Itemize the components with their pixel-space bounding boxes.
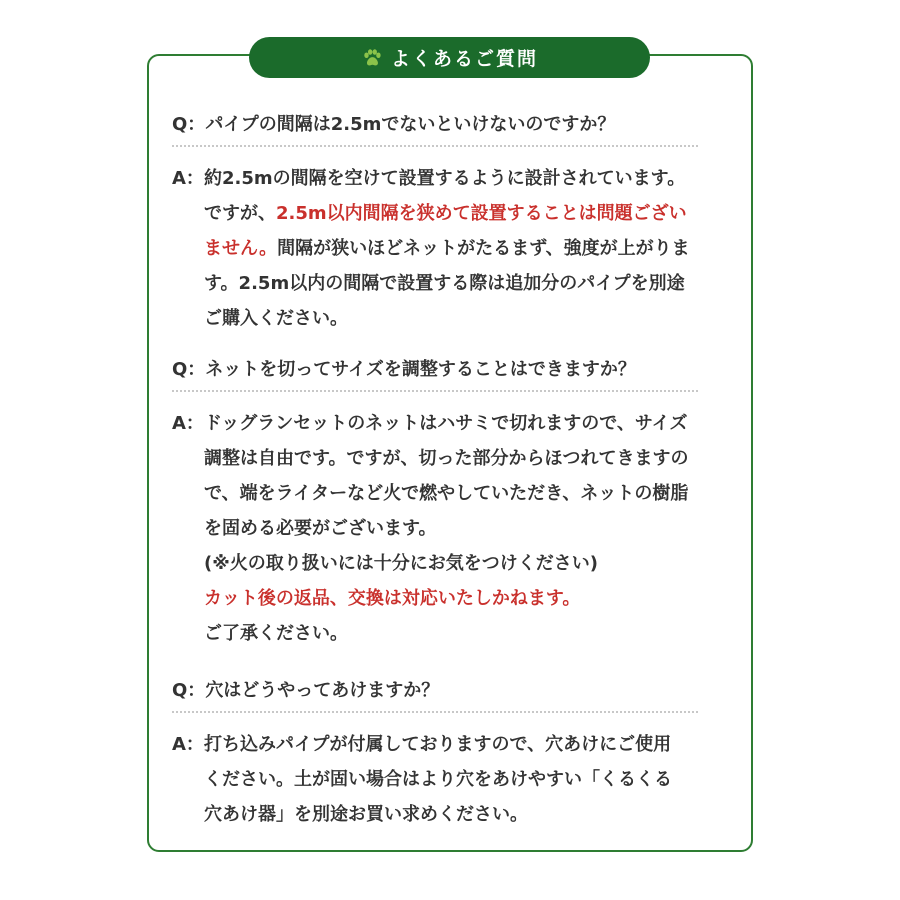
- answer-text: ドッグランセットのネットはハサミで切れますので、サイズ: [204, 413, 688, 434]
- answer-text: で、端をライターなど火で燃やしていただき、ネットの樹脂: [204, 483, 689, 504]
- answer-text: ですが、: [204, 203, 276, 224]
- answer-text: 打ち込みパイプが付属しておりますので、穴あけにご使用: [204, 734, 672, 755]
- question-text: ネットを切ってサイズを調整することはできますか？: [205, 359, 636, 380]
- faq-title: よくあるご質問: [390, 48, 538, 70]
- answer-line: [204, 581, 742, 616]
- answer-line: [204, 476, 742, 511]
- answer-label: A：: [172, 168, 204, 189]
- faq-answer: [172, 161, 742, 336]
- faq-title-banner: [249, 37, 650, 78]
- answer-text: 約2.5mの間隔を空けて設置するように設計されています。: [204, 168, 686, 189]
- answer-label: A：: [172, 413, 204, 434]
- faq-question: [172, 358, 742, 390]
- faq-question: [172, 113, 742, 145]
- answer-line: [204, 797, 742, 832]
- answer-text: 間隔が狭いほどネットがたるまず、強度が上がりま: [277, 238, 690, 259]
- answer-line: [204, 616, 742, 651]
- answer-line: [204, 762, 742, 797]
- faq-item: [172, 113, 742, 336]
- dotted-divider: [172, 390, 698, 392]
- answer-text: す。2.5m以内の間隔で設置する際は追加分のパイプを別途: [204, 273, 685, 294]
- answer-body: [204, 406, 742, 651]
- answer-line: [204, 546, 742, 581]
- faq-question: [172, 679, 742, 711]
- answer-emphasis: ません。: [204, 238, 278, 259]
- answer-body: [204, 161, 742, 336]
- answer-line: [204, 161, 742, 196]
- answer-line: [204, 196, 742, 231]
- answer-text: 穴あけ器」を別途お買い求めください。: [204, 804, 528, 825]
- answer-text: 調整は自由です。ですが、切った部分からほつれてきますの: [204, 448, 689, 469]
- paw-icon: [361, 47, 383, 69]
- answer-text: (※火の取り扱いには十分にお気をつけください): [204, 553, 598, 574]
- answer-text: ご購入ください。: [204, 308, 348, 329]
- answer-line: [204, 511, 742, 546]
- answer-line: [204, 231, 742, 266]
- faq-answer: [172, 727, 742, 832]
- question-text: 穴はどうやってあけますか？: [205, 680, 440, 701]
- answer-emphasis: カット後の返品、交換は対応いたしかねます。: [204, 588, 581, 609]
- answer-line: [204, 727, 742, 762]
- answer-emphasis: 2.5m以内間隔を狭めて設置することは問題ござい: [276, 203, 687, 224]
- dotted-divider: [172, 145, 698, 147]
- question-label: Q：: [172, 680, 206, 701]
- answer-body: [204, 727, 742, 832]
- answer-line: [204, 301, 742, 336]
- question-label: Q：: [172, 359, 206, 380]
- answer-text: を固める必要がございます。: [204, 518, 437, 539]
- answer-label: A：: [172, 734, 204, 755]
- faq-item: [172, 679, 742, 832]
- answer-text: ください。土が固い場合はより穴をあけやすい「くるくる: [204, 769, 672, 790]
- dotted-divider: [172, 711, 698, 713]
- faq-answer: [172, 406, 742, 651]
- answer-line: [204, 441, 742, 476]
- question-label: Q：: [172, 114, 206, 135]
- answer-text: ご了承ください。: [204, 623, 348, 644]
- answer-line: [204, 406, 742, 441]
- answer-line: [204, 266, 742, 301]
- question-text: パイプの間隔は2.5mでないといけないのですか？: [205, 114, 616, 135]
- faq-item: [172, 358, 742, 651]
